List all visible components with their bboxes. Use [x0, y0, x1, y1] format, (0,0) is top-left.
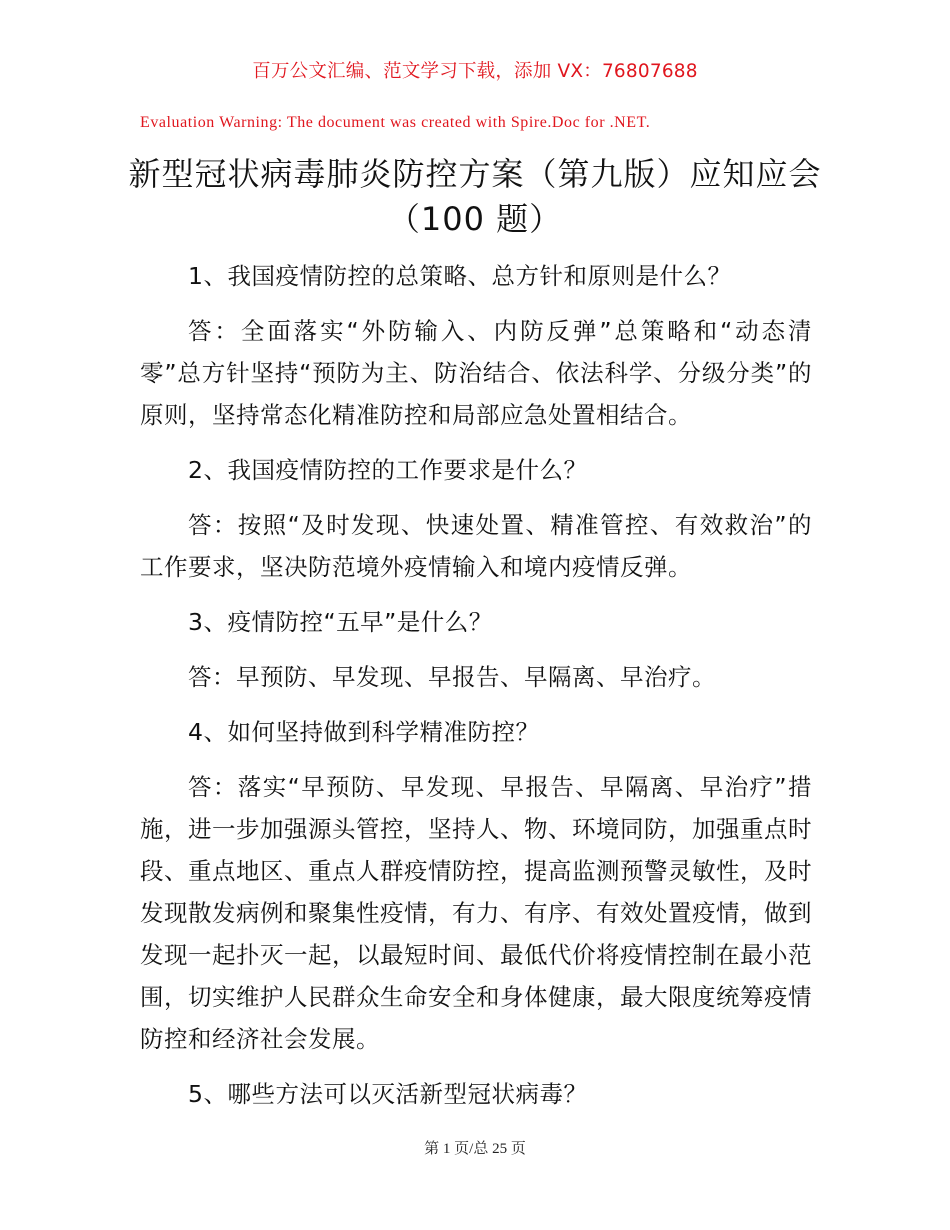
answer-1: 答：全面落实“外防输入、内防反弹”总策略和“动态清零”总方针坚持“预防为主、防治结合、依法科学、分级分类”的原则，坚持常态化精准防控和局部应急处置相结合。	[140, 317, 812, 429]
question-4: 4、如何坚持做到科学精准防控？	[188, 718, 540, 746]
header-ad-text: 百万公文汇编、范文学习下载，添加 VX：76807688	[252, 61, 698, 82]
question-5: 5、哪些方法可以灭活新型冠状病毒？	[188, 1080, 588, 1108]
question-3: 3、疫情防控“五早”是什么？	[188, 608, 493, 636]
evaluation-warning: Evaluation Warning: The document was created with Spire.Doc for .NET.	[140, 114, 651, 131]
answer-3: 答：早预防、早发现、早报告、早隔离、早治疗。	[188, 663, 716, 691]
document-body	[140, 255, 812, 1128]
answer-2: 答：按照“及时发现、快速处置、精准管控、有效救治”的工作要求，坚决防范境外疫情输入和境内疫情反弹。	[140, 511, 812, 581]
answer-4: 答：落实“早预防、早发现、早报告、早隔离、早治疗”措施，进一步加强源头管控，坚持人、物、环境同防，加强重点时段、重点地区、重点人群疫情防控，提高监测预警灵敏性，及时发现散发病例和聚集性疫情，有力、有序、有效处置疫情，做到发现一起扑灭一起，以最短时间、最低代价将疫情控制在最小范围，切实维护人民群众生命安全和身体健康，最大限度统筹疫情防控和经济社会发展。	[140, 773, 812, 1053]
question-2: 2、我国疫情防控的工作要求是什么？	[188, 456, 588, 484]
page-indicator: 第 1 页/总 25 页	[424, 1141, 526, 1157]
question-1: 1、我国疫情防控的总策略、总方针和原则是什么？	[188, 262, 732, 290]
document-title: 新型冠状病毒肺炎防控方案（第九版）应知应会（100 题）	[128, 155, 822, 238]
